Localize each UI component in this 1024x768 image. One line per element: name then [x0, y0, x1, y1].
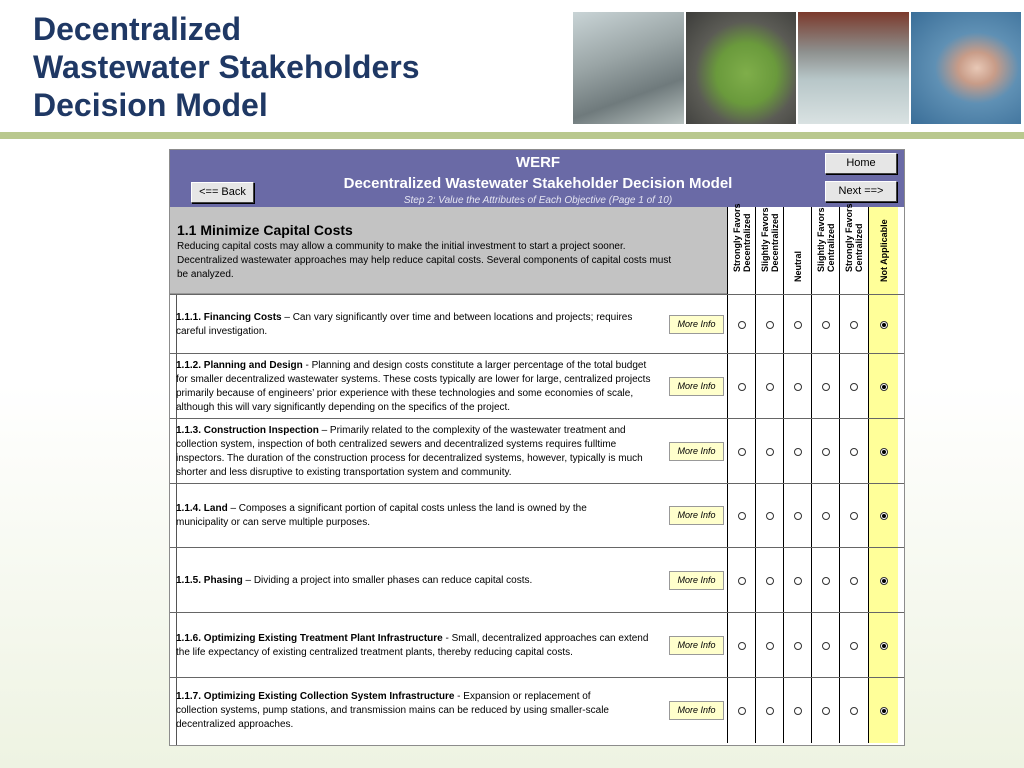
rating-radio[interactable]	[880, 448, 888, 456]
column-header-label: Strongly Favors Decentralized	[731, 203, 752, 272]
rating-radio[interactable]	[766, 512, 774, 520]
rating-cell	[839, 548, 867, 613]
rating-cell	[727, 484, 755, 548]
rating-radio[interactable]	[738, 448, 746, 456]
rating-radio[interactable]	[766, 448, 774, 456]
section-title: 1.1 Minimize Capital Costs	[177, 222, 353, 238]
table-row	[170, 294, 905, 353]
rating-cell	[755, 484, 783, 548]
org-title: WERF	[515, 154, 561, 171]
rating-cell	[755, 548, 783, 613]
rating-radio[interactable]	[738, 577, 746, 585]
rating-radio[interactable]	[850, 321, 858, 329]
attribute-heading: 1.1.2. Planning and Design	[176, 359, 303, 371]
slide-title-line: Decentralized	[33, 11, 242, 47]
rating-cell	[839, 613, 867, 678]
attribute-text: – Composes a significant portion of capital costs unless the land is owned by the municipality or can serve multiple purposes.	[176, 503, 587, 528]
next-button[interactable]: Next ==>	[825, 181, 897, 202]
more-info-button[interactable]: More Info	[669, 571, 724, 590]
rating-radio[interactable]	[794, 577, 802, 585]
rating-radio[interactable]	[850, 642, 858, 650]
rating-radio[interactable]	[822, 321, 830, 329]
rating-radio[interactable]	[766, 321, 774, 329]
rating-radio[interactable]	[880, 642, 888, 650]
attribute-heading: 1.1.3. Construction Inspection	[176, 424, 319, 436]
divider-rule	[0, 132, 1024, 139]
step-subtitle: Step 2: Value the Attributes of Each Objective (Page 1 of 10)	[403, 195, 673, 206]
attribute-heading: 1.1.4. Land	[176, 503, 228, 514]
rating-cell	[783, 548, 811, 613]
rating-radio[interactable]	[738, 642, 746, 650]
back-button[interactable]: <== Back	[191, 182, 254, 203]
rating-cell	[755, 678, 783, 743]
header-photo-strip	[573, 12, 1021, 124]
rating-radio[interactable]	[794, 448, 802, 456]
rating-radio[interactable]	[850, 512, 858, 520]
table-row	[170, 483, 905, 547]
rating-cell	[783, 295, 811, 354]
attribute-description	[176, 484, 616, 548]
home-button[interactable]: Home	[825, 153, 897, 174]
attribute-heading: 1.1.5. Phasing	[176, 574, 243, 586]
table-row	[170, 353, 905, 418]
attribute-description	[176, 548, 656, 613]
table-row	[170, 547, 905, 612]
rating-cell	[868, 484, 898, 548]
rating-cell	[839, 354, 867, 419]
attribute-text: – Primarily related to the complexity of the wastewater treatment and collection system, inspection of both centralized sewers and decentralized systems requires fulltime inspectors. The duration of the construction process for decentralized systems, however, typically is much shorter and less disruptive to existing transportation system and community.	[176, 424, 643, 478]
rating-cell	[783, 354, 811, 419]
more-info-button[interactable]: More Info	[669, 315, 724, 334]
rating-cell	[811, 295, 839, 354]
rating-cell	[811, 613, 839, 678]
rating-cell	[868, 295, 898, 354]
app-title: Decentralized Wastewater Stakeholder Decision Model	[343, 175, 733, 192]
rating-cell	[727, 419, 755, 484]
rating-cell	[783, 678, 811, 743]
rating-radio[interactable]	[766, 577, 774, 585]
rating-radio[interactable]	[766, 642, 774, 650]
rating-radio[interactable]	[794, 321, 802, 329]
rating-cell	[868, 548, 898, 613]
table-row	[170, 677, 905, 742]
rating-radio[interactable]	[880, 383, 888, 391]
attribute-description	[176, 295, 656, 354]
more-info-button[interactable]: More Info	[669, 636, 724, 655]
section-header	[170, 207, 727, 294]
more-info-button[interactable]: More Info	[669, 506, 724, 525]
more-info-button[interactable]: More Info	[669, 377, 724, 396]
decision-model-window	[169, 149, 905, 746]
rating-cell	[811, 548, 839, 613]
slide-title-line: Wastewater Stakeholders	[33, 49, 420, 85]
rating-cell	[811, 484, 839, 548]
attribute-text: – Can vary significantly over time and between locations and projects; requires careful investigation.	[176, 311, 633, 337]
rating-radio[interactable]	[850, 577, 858, 585]
rating-radio[interactable]	[794, 642, 802, 650]
rating-radio[interactable]	[880, 707, 888, 715]
rating-cell	[839, 484, 867, 548]
rating-cell	[868, 678, 898, 743]
rating-cell	[783, 613, 811, 678]
rating-cell	[783, 419, 811, 484]
slide-title-line: Decision Model	[33, 87, 268, 123]
rating-cell	[727, 548, 755, 613]
table-row	[170, 612, 905, 677]
column-header	[811, 207, 839, 294]
rating-cell	[839, 295, 867, 354]
photo-green-roof	[686, 12, 797, 124]
rating-radio[interactable]	[880, 577, 888, 585]
section-description: Reducing capital costs may allow a community to make the initial investment to start a project sooner. Decentralized wastewater approaches may help reduce capital costs. Several components of capital costs must be analyzed.	[177, 241, 672, 280]
rating-radio[interactable]	[766, 383, 774, 391]
rating-radio[interactable]	[738, 707, 746, 715]
rating-radio[interactable]	[794, 512, 802, 520]
app-header	[170, 150, 905, 207]
rating-radio[interactable]	[850, 707, 858, 715]
attribute-text: – Dividing a project into smaller phases can reduce capital costs.	[242, 574, 533, 586]
rating-cell	[868, 613, 898, 678]
rating-radio[interactable]	[850, 383, 858, 391]
rating-radio[interactable]	[822, 707, 830, 715]
rating-radio[interactable]	[794, 383, 802, 391]
rating-cell	[811, 419, 839, 484]
rating-radio[interactable]	[794, 707, 802, 715]
column-header-label: Neutral	[792, 250, 803, 282]
rating-radio[interactable]	[822, 577, 830, 585]
rating-cell	[868, 354, 898, 419]
rating-radio[interactable]	[766, 707, 774, 715]
attribute-heading: 1.1.1. Financing Costs	[176, 311, 282, 323]
attribute-description	[176, 678, 616, 743]
rating-cell	[727, 354, 755, 419]
photo-rainy-street	[573, 12, 684, 124]
slide-title	[33, 10, 553, 124]
column-header	[839, 203, 867, 294]
rating-radio[interactable]	[880, 512, 888, 520]
rating-cell	[868, 419, 898, 484]
attribute-description	[176, 354, 656, 419]
more-info-button[interactable]: More Info	[669, 442, 724, 461]
rating-radio[interactable]	[822, 512, 830, 520]
column-header	[868, 207, 898, 294]
attribute-description	[176, 613, 651, 678]
rating-cell	[755, 613, 783, 678]
rating-radio[interactable]	[822, 448, 830, 456]
rating-radio[interactable]	[738, 383, 746, 391]
rating-cell	[755, 419, 783, 484]
column-header-label: Slightly Favors Centralized	[815, 207, 836, 272]
rating-radio[interactable]	[738, 512, 746, 520]
attribute-description	[176, 419, 656, 484]
rating-cell	[839, 678, 867, 743]
rating-radio[interactable]	[738, 321, 746, 329]
attribute-text: - Planning and design costs constitute a larger percentage of the total budget for smaller decentralized wastewater systems. These costs typically are lower for large, centralized projects primarily because of engineers’ prior experience with these technologies and some economies of scale, although this will vary significantly depending on the specifics of the project.	[176, 359, 651, 413]
table-row	[170, 418, 905, 483]
rating-cell	[755, 354, 783, 419]
rating-cell	[727, 678, 755, 743]
attribute-text: - Small, decentralized approaches can extend the life expectancy of existing centralized treatment plants, thereby reducing capital costs.	[176, 632, 649, 658]
photo-hands-water	[911, 12, 1022, 124]
rating-radio[interactable]	[850, 448, 858, 456]
rating-radio[interactable]	[822, 383, 830, 391]
rating-radio[interactable]	[822, 642, 830, 650]
column-header	[727, 203, 755, 294]
rating-cell	[727, 295, 755, 354]
photo-treatment-plant	[798, 12, 909, 124]
column-header-label: Not Applicable	[878, 219, 889, 282]
attribute-heading: 1.1.6. Optimizing Existing Treatment Plant Infrastructure	[176, 632, 443, 644]
rating-cell	[811, 354, 839, 419]
rating-radio[interactable]	[880, 321, 888, 329]
more-info-button[interactable]: More Info	[669, 701, 724, 720]
column-header	[783, 207, 811, 294]
rating-cell	[811, 678, 839, 743]
column-header-label: Strongly Favors Centralized	[843, 203, 864, 272]
column-header	[755, 207, 783, 294]
column-header-label: Slightly Favors Decentralized	[759, 207, 780, 272]
rating-cell	[839, 419, 867, 484]
attribute-heading: 1.1.7. Optimizing Existing Collection System Infrastructure	[176, 690, 455, 702]
rating-cell	[727, 613, 755, 678]
rating-cell	[755, 295, 783, 354]
rating-cell	[783, 484, 811, 548]
attribute-text: - Expansion or replacement of collection systems, pump stations, and transmission mains can be reduced by using smaller-scale decentralized approaches.	[176, 690, 609, 730]
